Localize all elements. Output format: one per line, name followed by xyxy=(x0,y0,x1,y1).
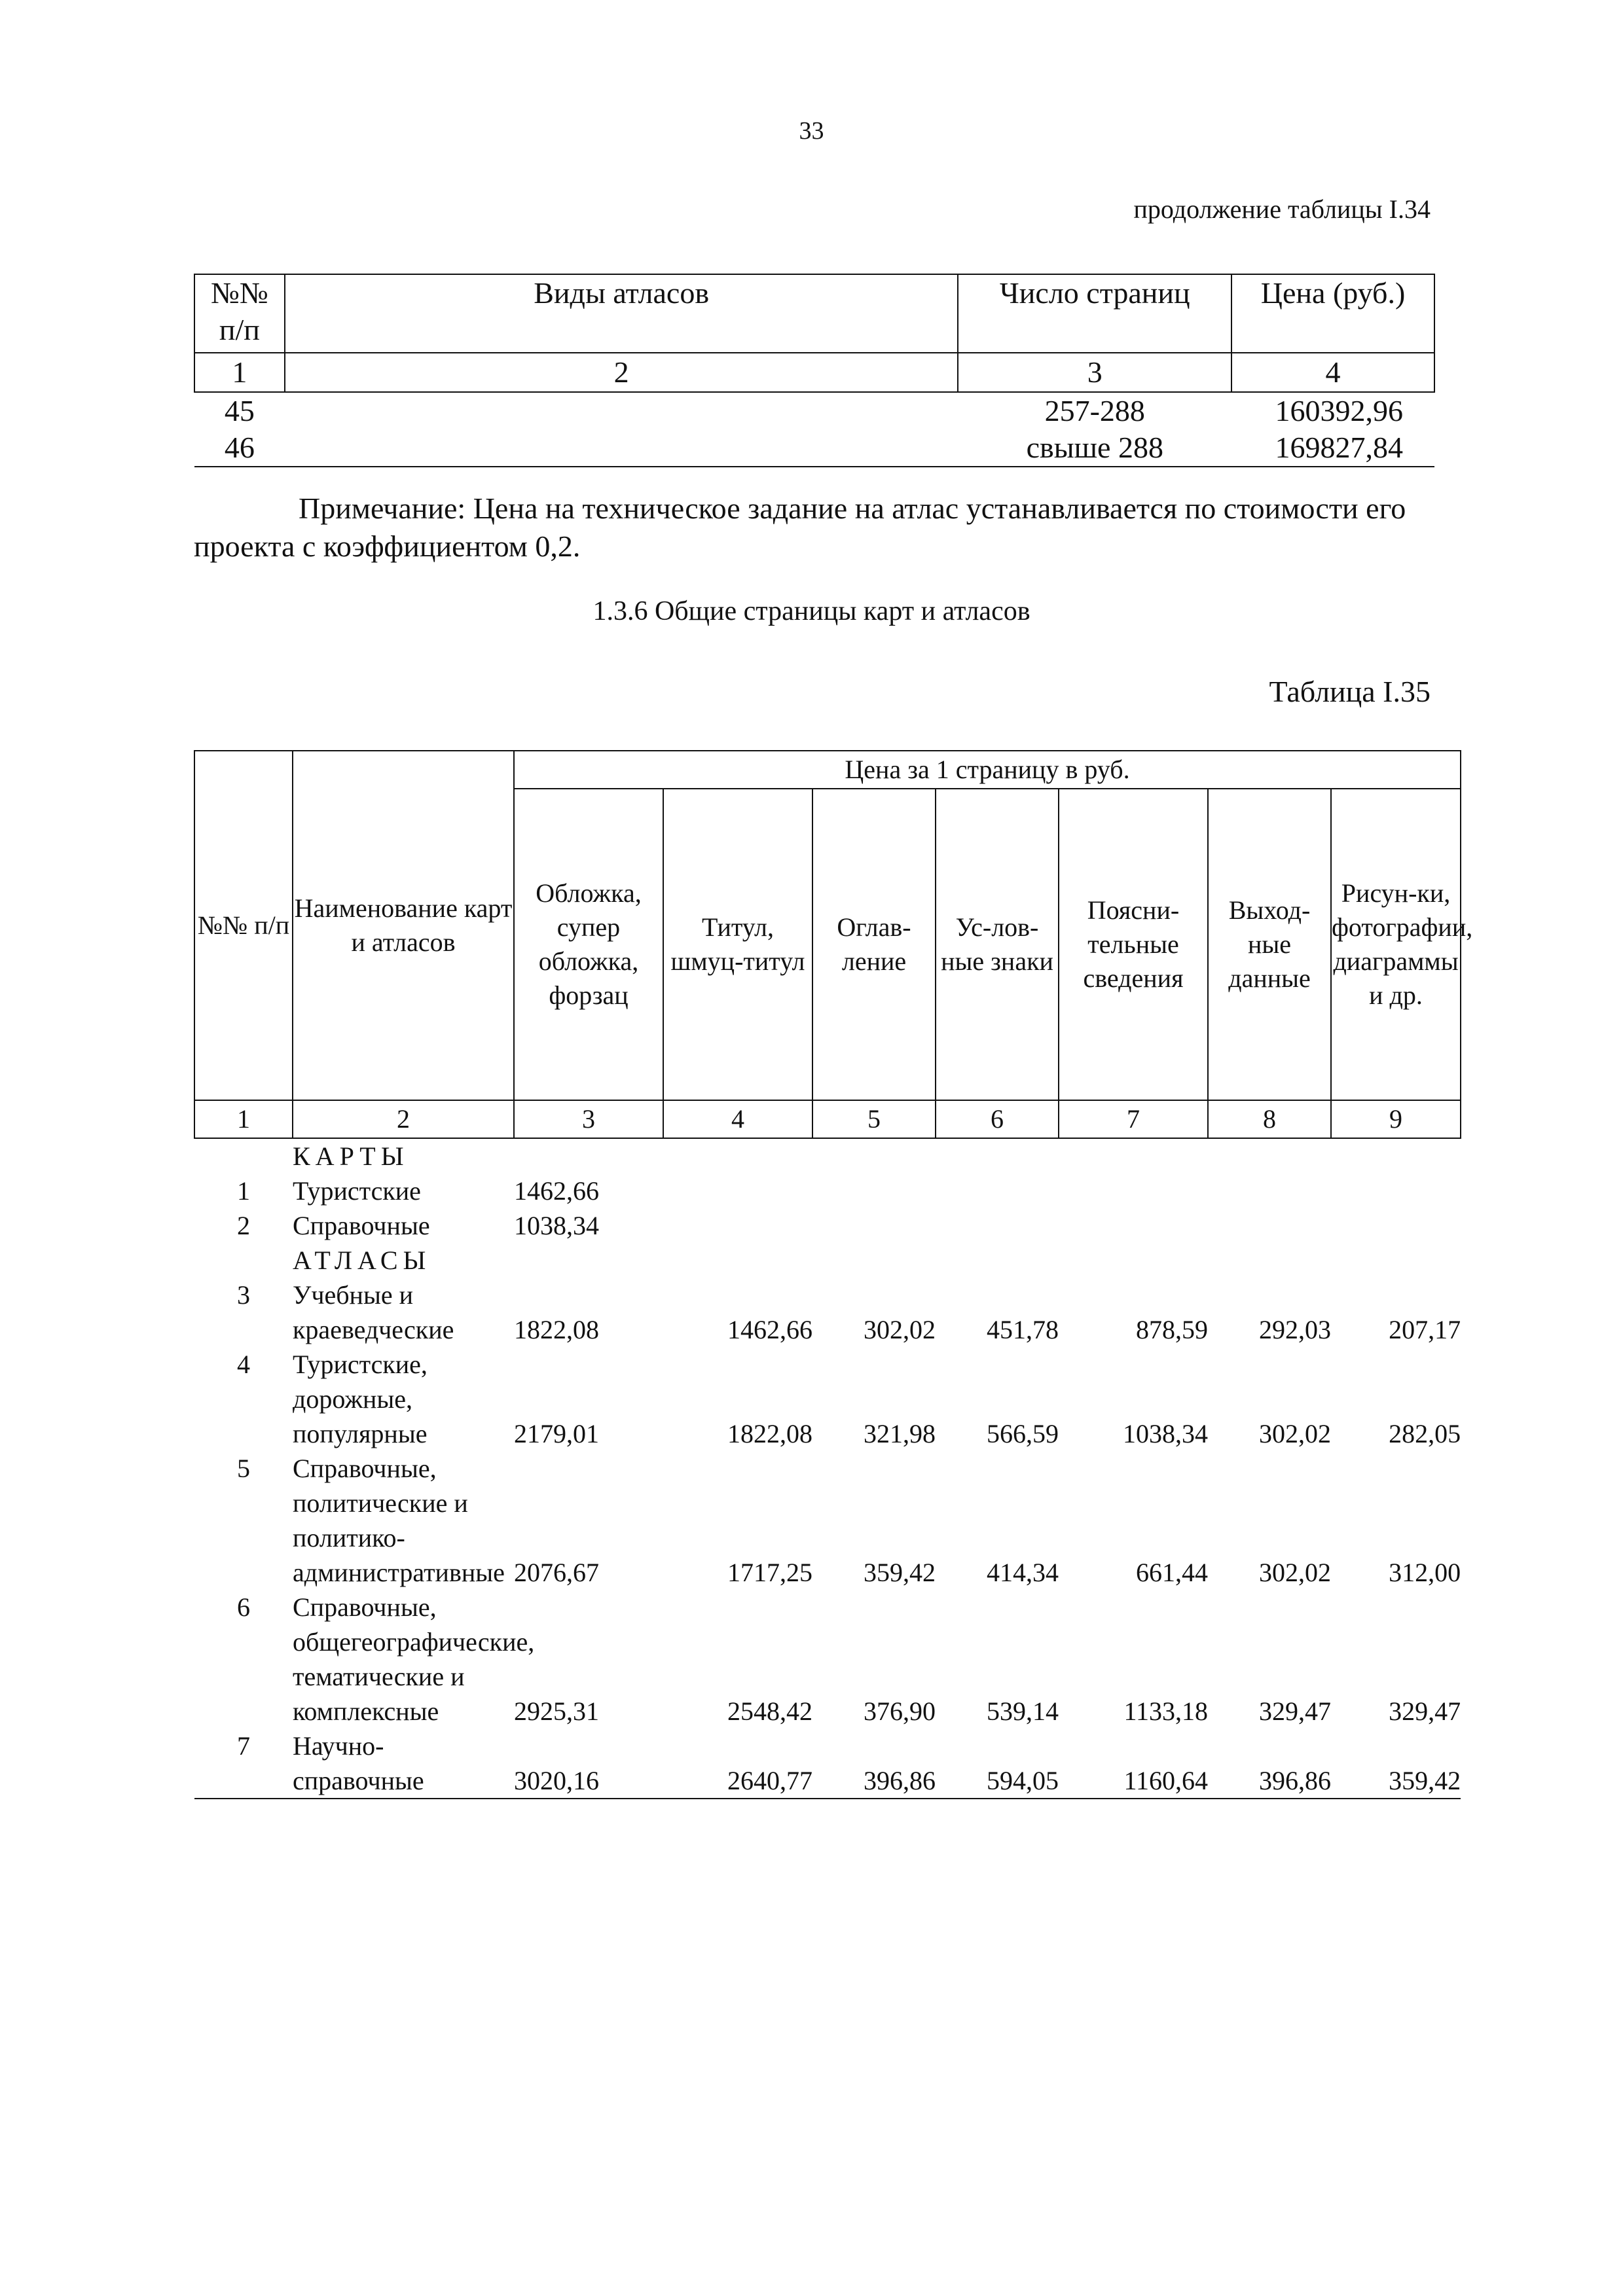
cell-imprint: 329,47 xyxy=(1259,1696,1331,1726)
cell-contents: 359,42 xyxy=(864,1558,936,1587)
cell-title: 1717,25 xyxy=(727,1558,812,1587)
t34-header-num: №№ п/п xyxy=(194,274,285,353)
t35-colnum: 5 xyxy=(812,1100,936,1138)
cell-legend: 414,34 xyxy=(987,1558,1059,1587)
table-i34-continuation xyxy=(194,274,1435,467)
t35-header-name: Наименование карт и атласов xyxy=(293,751,514,1100)
table-row xyxy=(194,1729,1461,1799)
t35-header-num: №№ п/п xyxy=(194,751,293,1100)
t34-row-price: 160392,96 xyxy=(1275,394,1403,427)
page-number: 33 xyxy=(799,117,824,145)
table-label: Таблица I.35 xyxy=(1269,675,1431,708)
t35-colnum: 7 xyxy=(1059,1100,1208,1138)
cell-explanatory: 661,44 xyxy=(1136,1558,1208,1587)
cell-contents: 321,98 xyxy=(864,1419,936,1448)
t35-colnum: 2 xyxy=(293,1100,514,1138)
cell-imprint: 292,03 xyxy=(1259,1315,1331,1344)
cell-explanatory: 1038,34 xyxy=(1123,1419,1208,1448)
t34-header-price: Цена (руб.) xyxy=(1231,274,1434,353)
t34-colnum: 2 xyxy=(285,353,958,392)
note-paragraph: Примечание: Цена на техническое задание на атлас устанавливается по стоимости его проекта с коэффициентом 0,2. xyxy=(194,492,1406,563)
cell-cover: 1038,34 xyxy=(514,1211,599,1240)
cell-cover: 2076,67 xyxy=(514,1558,599,1587)
row-name: Учебные и краеведческие xyxy=(293,1280,454,1344)
cell-contents: 376,90 xyxy=(864,1696,936,1726)
table-row xyxy=(194,1208,1461,1243)
t34-row-kind xyxy=(285,392,958,429)
cell-legend: 451,78 xyxy=(987,1315,1059,1344)
t34-colnum: 4 xyxy=(1231,353,1434,392)
t35-header-explanatory: Поясни-тельные сведения xyxy=(1059,789,1208,1100)
row-num: 4 xyxy=(237,1350,250,1379)
cell-explanatory: 878,59 xyxy=(1136,1315,1208,1344)
row-num: 5 xyxy=(237,1454,250,1483)
table-row xyxy=(194,392,1434,429)
t34-row-num: 46 xyxy=(194,429,285,467)
continuation-label: продолжение таблицы I.34 xyxy=(1133,194,1431,224)
table-row xyxy=(194,1278,1461,1347)
row-name: Туристские xyxy=(293,1176,421,1206)
cell-cover: 2179,01 xyxy=(514,1419,599,1448)
t35-header-imprint: Выход-ные данные xyxy=(1208,789,1331,1100)
cell-pictures: 282,05 xyxy=(1389,1419,1461,1448)
cell-legend: 594,05 xyxy=(936,1729,1059,1799)
cell-title: 1462,66 xyxy=(727,1315,812,1344)
cell-legend: 539,14 xyxy=(987,1696,1059,1726)
t34-row-pages: 257-288 xyxy=(1044,394,1145,427)
table-i35 xyxy=(194,750,1473,1799)
row-num: 7 xyxy=(194,1729,293,1799)
cell-contents: 302,02 xyxy=(864,1315,936,1344)
t35-colnum: 6 xyxy=(936,1100,1059,1138)
row-name: Справочные xyxy=(293,1211,430,1240)
cell-contents: 396,86 xyxy=(812,1729,936,1799)
t34-row-price: 169827,84 xyxy=(1231,429,1434,467)
row-num: 6 xyxy=(237,1592,250,1622)
cell-explanatory: 1133,18 xyxy=(1123,1696,1208,1726)
cell-imprint: 302,02 xyxy=(1259,1419,1331,1448)
row-name: Справочные, политические и политико-административные xyxy=(293,1454,505,1587)
row-num: 2 xyxy=(237,1211,250,1240)
table-row xyxy=(194,1590,1461,1729)
t35-colnum: 1 xyxy=(194,1100,293,1138)
cell-imprint: 396,86 xyxy=(1208,1729,1331,1799)
t34-colnum: 1 xyxy=(194,353,285,392)
t35-header-legend: Ус-лов-ные знаки xyxy=(936,789,1059,1100)
row-name: Туристские, дорожные, популярные xyxy=(293,1350,428,1448)
cell-title: 2548,42 xyxy=(727,1696,812,1726)
t34-header-pages: Число страниц xyxy=(958,274,1231,353)
group-label-maps: КАРТЫ xyxy=(293,1141,409,1171)
cell-cover: 3020,16 xyxy=(514,1729,663,1799)
t35-header-title: Титул, шмуц-титул xyxy=(663,789,812,1100)
t35-header-contents: Оглав-ление xyxy=(812,789,936,1100)
t35-colnum: 9 xyxy=(1331,1100,1461,1138)
cell-title: 1822,08 xyxy=(727,1419,812,1448)
t35-header-pictures: Рисун-ки, фотографии, диаграммы и др. xyxy=(1331,789,1461,1100)
cell-imprint: 302,02 xyxy=(1259,1558,1331,1587)
cell-pictures: 312,00 xyxy=(1389,1558,1461,1587)
row-num: 3 xyxy=(237,1280,250,1310)
row-name: Справочные, общегеографические, тематические и комплексные xyxy=(293,1592,535,1726)
t35-colnum: 8 xyxy=(1208,1100,1331,1138)
group-label-atlases: АТЛАСЫ xyxy=(293,1246,431,1275)
t34-header-kind: Виды атласов xyxy=(285,274,958,353)
t35-header-group: Цена за 1 страницу в руб. xyxy=(514,751,1461,789)
section-title: 1.3.6 Общие страницы карт и атласов xyxy=(593,596,1030,626)
t34-colnum: 3 xyxy=(958,353,1231,392)
t34-row-pages: свыше 288 xyxy=(958,429,1231,467)
cell-pictures: 207,17 xyxy=(1389,1315,1461,1344)
t35-colnum: 4 xyxy=(663,1100,812,1138)
t34-row-num: 45 xyxy=(224,394,255,427)
table-row xyxy=(194,429,1434,467)
t35-colnum: 3 xyxy=(514,1100,663,1138)
cell-cover: 2925,31 xyxy=(514,1696,599,1726)
cell-cover: 1822,08 xyxy=(514,1315,599,1344)
t35-header-cover: Обложка, супер обложка, форзац xyxy=(514,789,663,1100)
t34-row-kind xyxy=(285,429,958,467)
cell-pictures: 329,47 xyxy=(1389,1696,1461,1726)
table-row xyxy=(194,1174,1461,1208)
cell-legend: 566,59 xyxy=(987,1419,1059,1448)
cell-pictures: 359,42 xyxy=(1331,1729,1461,1799)
table-row xyxy=(194,1451,1461,1590)
cell-title: 2640,77 xyxy=(663,1729,812,1799)
row-name: Научно-справочные xyxy=(293,1729,514,1799)
table-row xyxy=(194,1347,1461,1451)
cell-explanatory: 1160,64 xyxy=(1059,1729,1208,1799)
row-num: 1 xyxy=(237,1176,250,1206)
cell-cover: 1462,66 xyxy=(514,1176,599,1206)
